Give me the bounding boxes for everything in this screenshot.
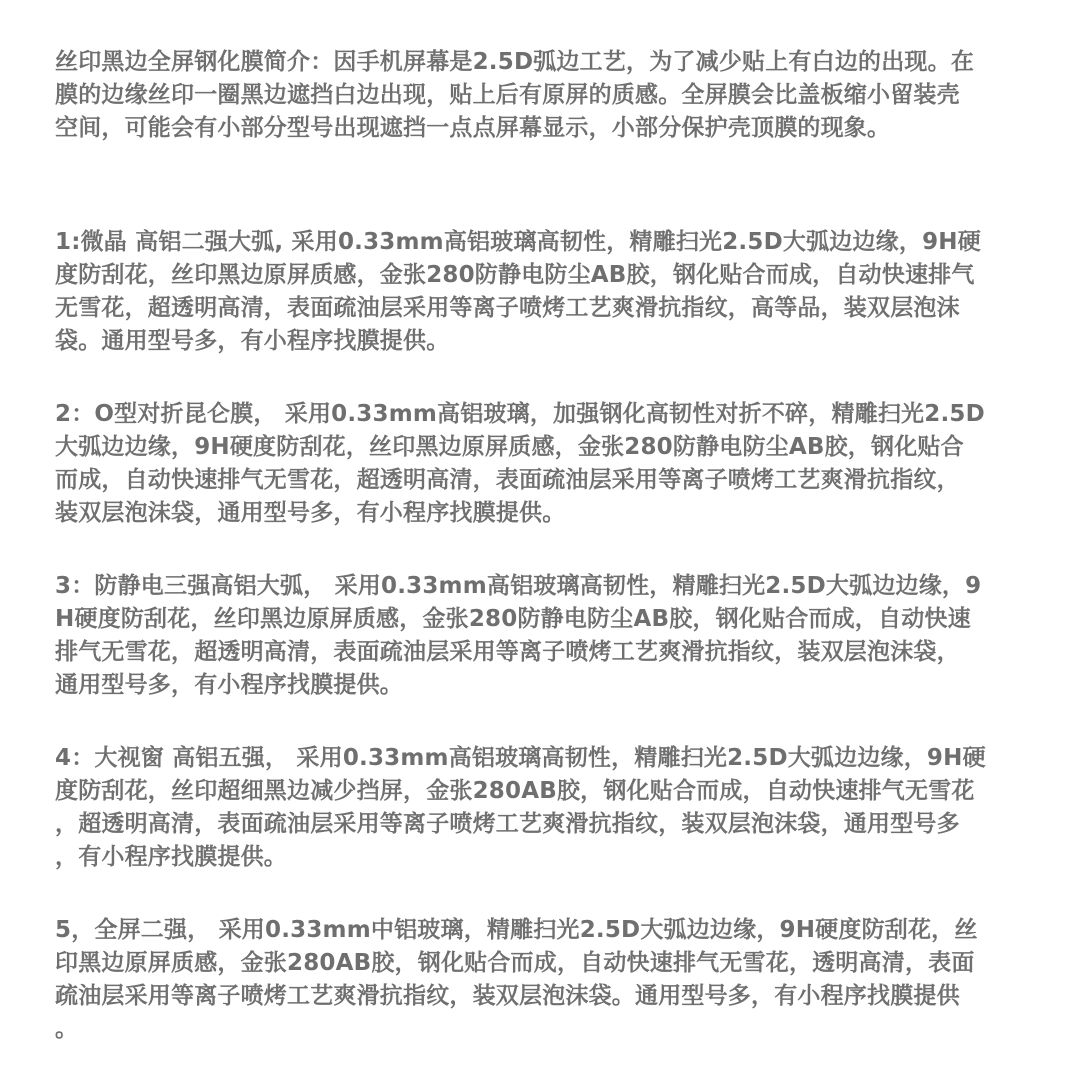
spacer [55, 358, 1045, 398]
document-body [55, 46, 1045, 1046]
spacer [55, 874, 1045, 914]
spacer [55, 530, 1045, 570]
intro-line: 空间，可能会有小部分型号出现遮挡一点点屏幕显示，小部分保护壳顶膜的现象。 [55, 115, 891, 141]
item-line: ，有小程序找膜提供。 [55, 844, 287, 870]
item-line: 5，全屏二强， 采用0.33mm中铝玻璃，精雕扫光2.5D大弧边边缘，9H硬度防刮花，丝 [55, 917, 978, 943]
item-line: 疏油层采用等离子喷烤工艺爽滑抗指纹，装双层泡沫袋。通用型号多，有小程序找膜提供 [55, 983, 960, 1009]
product-item-1 [55, 226, 1045, 358]
item-line: 袋。通用型号多，有小程序找膜提供。 [55, 328, 450, 354]
item-line: 。 [55, 1016, 79, 1042]
item-line: 大弧边边缘，9H硬度防刮花，丝印黑边原屏质感，金张280防静电防尘AB胶，钢化贴合 [55, 434, 964, 460]
spacer [55, 145, 1045, 226]
item-line: ，超透明高清，表面疏油层采用等离子喷烤工艺爽滑抗指纹，装双层泡沫袋，通用型号多 [55, 811, 960, 837]
intro-paragraph [55, 46, 1045, 145]
spacer [55, 702, 1045, 742]
item-line: 度防刮花，丝印黑边原屏质感，金张280防静电防尘AB胶，钢化贴合而成，自动快速排气 [55, 262, 975, 288]
item-line: 而成，自动快速排气无雪花，超透明高清，表面疏油层采用等离子喷烤工艺爽滑抗指纹， [55, 467, 960, 493]
item-line: H硬度防刮花，丝印黑边原屏质感，金张280防静电防尘AB胶，钢化贴合而成，自动快速 [55, 606, 971, 632]
item-line: 印黑边原屏质感，金张280AB胶，钢化贴合而成，自动快速排气无雪花，透明高清，表面 [55, 950, 975, 976]
product-item-4 [55, 742, 1045, 874]
item-line: 3：防静电三强高铝大弧， 采用0.33mm高铝玻璃高韧性，精雕扫光2.5D大弧边边缘，9 [55, 573, 982, 599]
item-line: 度防刮花，丝印超细黑边减少挡屏，金张280AB胶，钢化贴合而成，自动快速排气无雪花 [55, 778, 975, 804]
item-line: 装双层泡沫袋，通用型号多，有小程序找膜提供。 [55, 500, 566, 526]
intro-line: 丝印黑边全屏钢化膜简介：因手机屏幕是2.5D弧边工艺，为了减少贴上有白边的出现。在 [55, 49, 975, 75]
intro-line: 膜的边缘丝印一圈黑边遮挡白边出现，贴上后有原屏的质感。全屏膜会比盖板缩小留装壳 [55, 82, 960, 108]
item-line: 无雪花，超透明高清，表面疏油层采用等离子喷烤工艺爽滑抗指纹，高等品，装双层泡沫 [55, 295, 960, 321]
item-line: 通用型号多，有小程序找膜提供。 [55, 672, 403, 698]
product-item-5 [55, 914, 1045, 1046]
product-item-2 [55, 398, 1045, 530]
item-line: 1:微晶 高铝二强大弧, 采用0.33mm高铝玻璃高韧性，精雕扫光2.5D大弧边边缘，9H硬 [55, 229, 981, 255]
product-item-3 [55, 570, 1045, 702]
item-line: 2：O型对折昆仑膜， 采用0.33mm高铝玻璃，加强钢化高韧性对折不碎，精雕扫光2.5D [55, 401, 985, 427]
item-line: 4：大视窗 高铝五强， 采用0.33mm高铝玻璃高韧性，精雕扫光2.5D大弧边边缘，9H硬 [55, 745, 986, 771]
item-line: 排气无雪花，超透明高清，表面疏油层采用等离子喷烤工艺爽滑抗指纹，装双层泡沫袋， [55, 639, 960, 665]
